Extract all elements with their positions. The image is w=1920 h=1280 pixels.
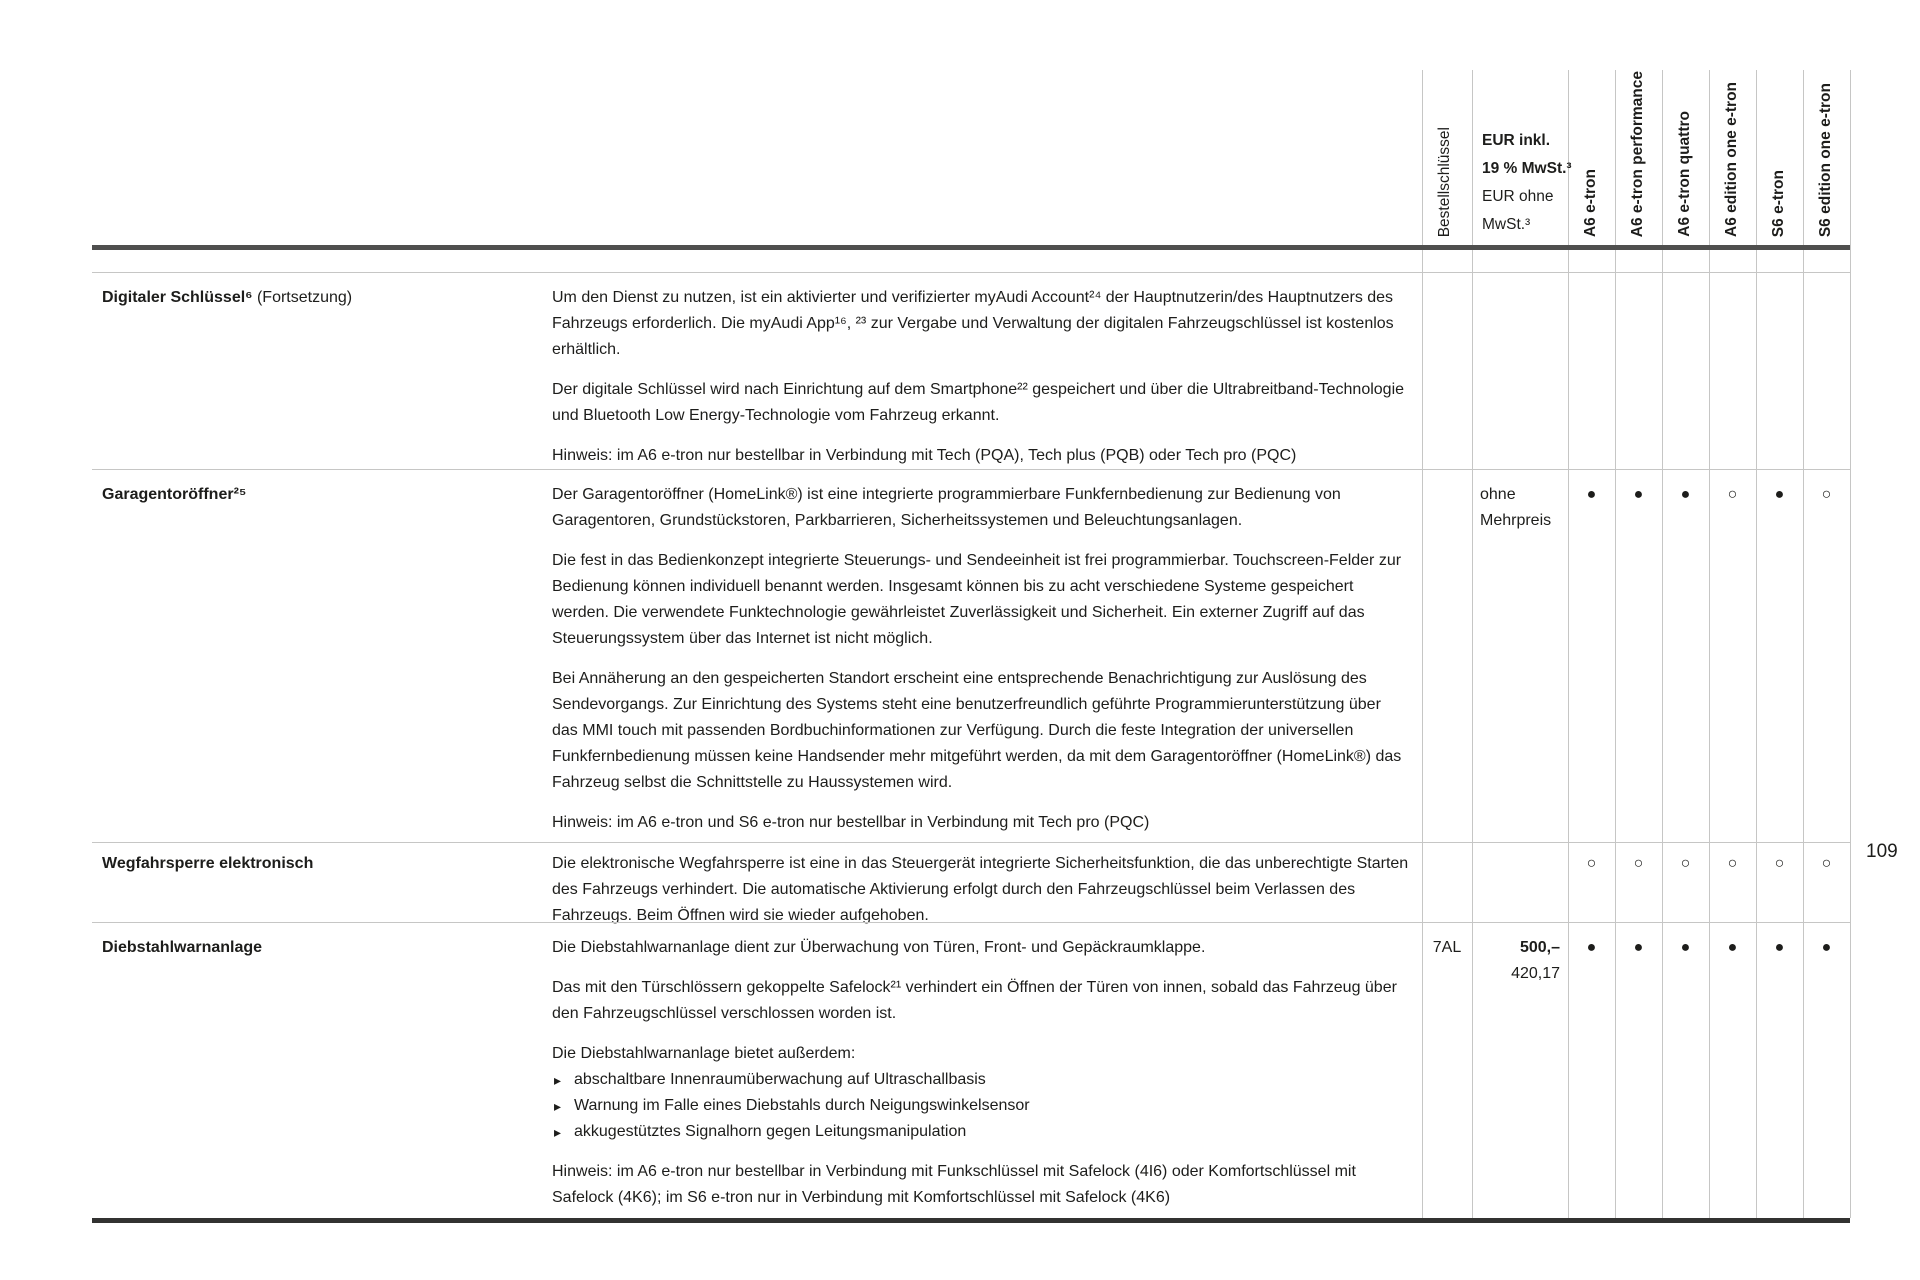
option-title-text: Digitaler Schlüssel⁶ — [102, 289, 253, 306]
table-row-garagentoroeffner — [92, 469, 1850, 843]
column-header-model: A6 edition one e-tron — [1723, 82, 1740, 237]
price-header-line: MwSt.³ — [1482, 216, 1531, 233]
description-paragraph: Die Diebstahlwarnanlage dient zur Überwachung von Türen, Front- und Gepäckraumklappe. — [552, 939, 1206, 956]
availability-dot: ○ — [1586, 855, 1597, 872]
availability-dot: ○ — [1633, 855, 1644, 872]
availability-dot: ● — [1727, 939, 1738, 956]
feature-list-item: ▸ Warnung im Falle eines Diebstahls durch Neigungswinkelsensor — [552, 1093, 1410, 1119]
table-header — [92, 0, 1850, 250]
availability-dot: ● — [1586, 939, 1597, 956]
availability-dot: ● — [1680, 486, 1691, 503]
description-note: Hinweis: im A6 e-tron nur bestellbar in Verbindung mit Tech (PQA), Tech plus (PQB) oder Tech pro (PQC) — [552, 447, 1297, 464]
option-title-text: Garagentoröffner²⁵ — [102, 486, 247, 503]
price-cell — [1480, 935, 1560, 987]
option-title-suffix: (Fortsetzung) — [252, 289, 353, 306]
table-row-diebstahlwarnanlage — [92, 922, 1850, 1219]
column-header-model: S6 e-tron — [1770, 169, 1787, 237]
option-description — [552, 935, 1410, 1211]
option-title — [102, 285, 540, 311]
availability-dot: ○ — [1727, 855, 1738, 872]
option-title-text: Diebstahlwarnanlage — [102, 939, 263, 956]
feature-list — [552, 1067, 1410, 1145]
availability-dot: ● — [1821, 939, 1832, 956]
description-paragraph: Bei Annäherung an den gespeicherten Standort erscheint eine entsprechende Benachrichtigung zur Auslösung des Sendevorgangs. Zur Einrichtung des Systems steht eine benutzerfreundlich geführte Programmierunterstützung über das MMI touch mit passenden Bordbuchinformationen zur Verfügung. Durch die feste Integration der universellen Funkfernbedienung müssen keine Handsender mehr mitgeführt werden, da mit dem Garagentoröffner (HomeLink®) das Fahrzeug selbst die Schnittstelle zu Haussystemen wird. — [552, 670, 1402, 791]
order-code: 7AL — [1432, 939, 1462, 956]
price-cell — [1480, 482, 1560, 534]
feature-list-item: ▸ abschaltbare Innenraumüberwachung auf Ultraschallbasis — [552, 1067, 1410, 1093]
availability-dot: ● — [1774, 486, 1785, 503]
availability-dot: ● — [1680, 939, 1691, 956]
header-rule — [92, 245, 1850, 250]
availability-dot: ○ — [1774, 855, 1785, 872]
option-description — [552, 482, 1410, 836]
availability-dot: ○ — [1680, 855, 1691, 872]
option-title — [102, 851, 540, 877]
feature-list-item: ▸ akkugestütztes Signalhorn gegen Leitungsmanipulation — [552, 1119, 1410, 1145]
column-header-model: A6 e-tron — [1582, 168, 1599, 237]
availability-dot: ● — [1633, 939, 1644, 956]
column-header-model: S6 edition one e-tron — [1817, 82, 1834, 237]
description-note: Hinweis: im A6 e-tron und S6 e-tron nur bestellbar in Verbindung mit Tech pro (PQC) — [552, 814, 1150, 831]
column-divider — [1850, 70, 1851, 1218]
description-paragraph: Um den Dienst zu nutzen, ist ein aktivierter und verifizierter myAudi Account²⁴ der Hauptnutzerin/des Hauptnutzers des Fahrzeugs erforderlich. Die myAudi App¹⁶, ²³ zur Vergabe und Verwaltung der digitalen Fahrzeugschlüssel ist kostenlos erhältlich. — [552, 289, 1394, 358]
options-table — [92, 0, 1850, 1223]
price-header-line: EUR inkl. — [1482, 132, 1551, 149]
description-paragraph: Der Garagentoröffner (HomeLink®) ist eine integrierte programmierbare Funkfernbedienung zur Bedienung von Garagentoren, Grundstückstoren, Parkbarrieren, Sicherheitssystemen und Beleuchtungsanlagen. — [552, 486, 1341, 529]
option-title — [102, 935, 540, 961]
availability-dot: ● — [1774, 939, 1785, 956]
availability-dot: ● — [1633, 486, 1644, 503]
price-header-line: EUR ohne — [1482, 188, 1554, 205]
description-paragraph: Der digitale Schlüssel wird nach Einrichtung auf dem Smartphone²² gespeichert und über die Ultrabreitband-Technologie und Bluetooth Low Energy-Technologie vom Fahrzeug erkannt. — [552, 381, 1405, 424]
description-paragraph: Das mit den Türschlössern gekoppelte Safelock²¹ verhindert ein Öffnen der Türen von innen, sobald das Fahrzeug über den Fahrzeugschlüssel verschlossen worden ist. — [552, 979, 1397, 1022]
column-header-model: A6 e-tron performance — [1629, 70, 1646, 237]
description-paragraph: Die Diebstahlwarnanlage bietet außerdem: — [552, 1045, 856, 1062]
column-header-model: A6 e-tron quattro — [1676, 111, 1693, 237]
description-paragraph: Die fest in das Bedienkonzept integrierte Steuerungs- und Sendeeinheit ist frei programmierbar. Touchscreen-Felder zur Bedienung können individuell benannt werden. Insgesamt können bis zu acht verschiedene Systeme gespeichert werden. Die verwendete Funktechnologie gewährleistet Zuverlässigkeit und Sicherheit. Ein externer Zugriff auf das Steuerungssystem über das Internet ist nicht möglich. — [552, 552, 1402, 647]
option-description — [552, 285, 1410, 469]
price-net: 420,17 — [1511, 965, 1560, 982]
price-header-line: 19 % MwSt.³ — [1482, 160, 1572, 177]
page-number: 109 — [1866, 841, 1898, 862]
option-description — [552, 851, 1410, 929]
availability-dot: ○ — [1821, 486, 1832, 503]
price-gross: 500,– — [1519, 939, 1560, 956]
availability-dot: ● — [1586, 486, 1597, 503]
availability-dot: ○ — [1727, 486, 1738, 503]
description-note: Hinweis: im A6 e-tron nur bestellbar in Verbindung mit Funkschlüssel mit Safelock (4I6) oder Komfortschlüssel mit Safelock (4K6); im S6 e-tron nur in Verbindung mit Komfortschlüssel mit Safelock (4K6) — [552, 1163, 1356, 1206]
description-paragraph: Die elektronische Wegfahrsperre ist eine in das Steuergerät integrierte Sicherheitsfunktion, die das unberechtigte Starten des Fahrzeugs verhindert. Die automatische Aktivierung erfolgt durch den Fahrzeugschlüssel beim Verlassen des Fahrzeugs. Beim Öffnen wird sie wieder aufgehoben. — [552, 855, 1409, 924]
price-note: ohne Mehrpreis — [1480, 486, 1552, 529]
option-title — [102, 482, 540, 508]
table-row-digitaler-schluessel — [92, 272, 1850, 470]
availability-dot: ○ — [1821, 855, 1832, 872]
table-row-wegfahrsperre — [92, 842, 1850, 923]
option-title-text: Wegfahrsperre elektronisch — [102, 855, 314, 872]
column-header-price — [1482, 127, 1572, 239]
column-header-order-code: Bestellschlüssel — [1436, 126, 1453, 237]
bottom-rule — [92, 1218, 1850, 1223]
